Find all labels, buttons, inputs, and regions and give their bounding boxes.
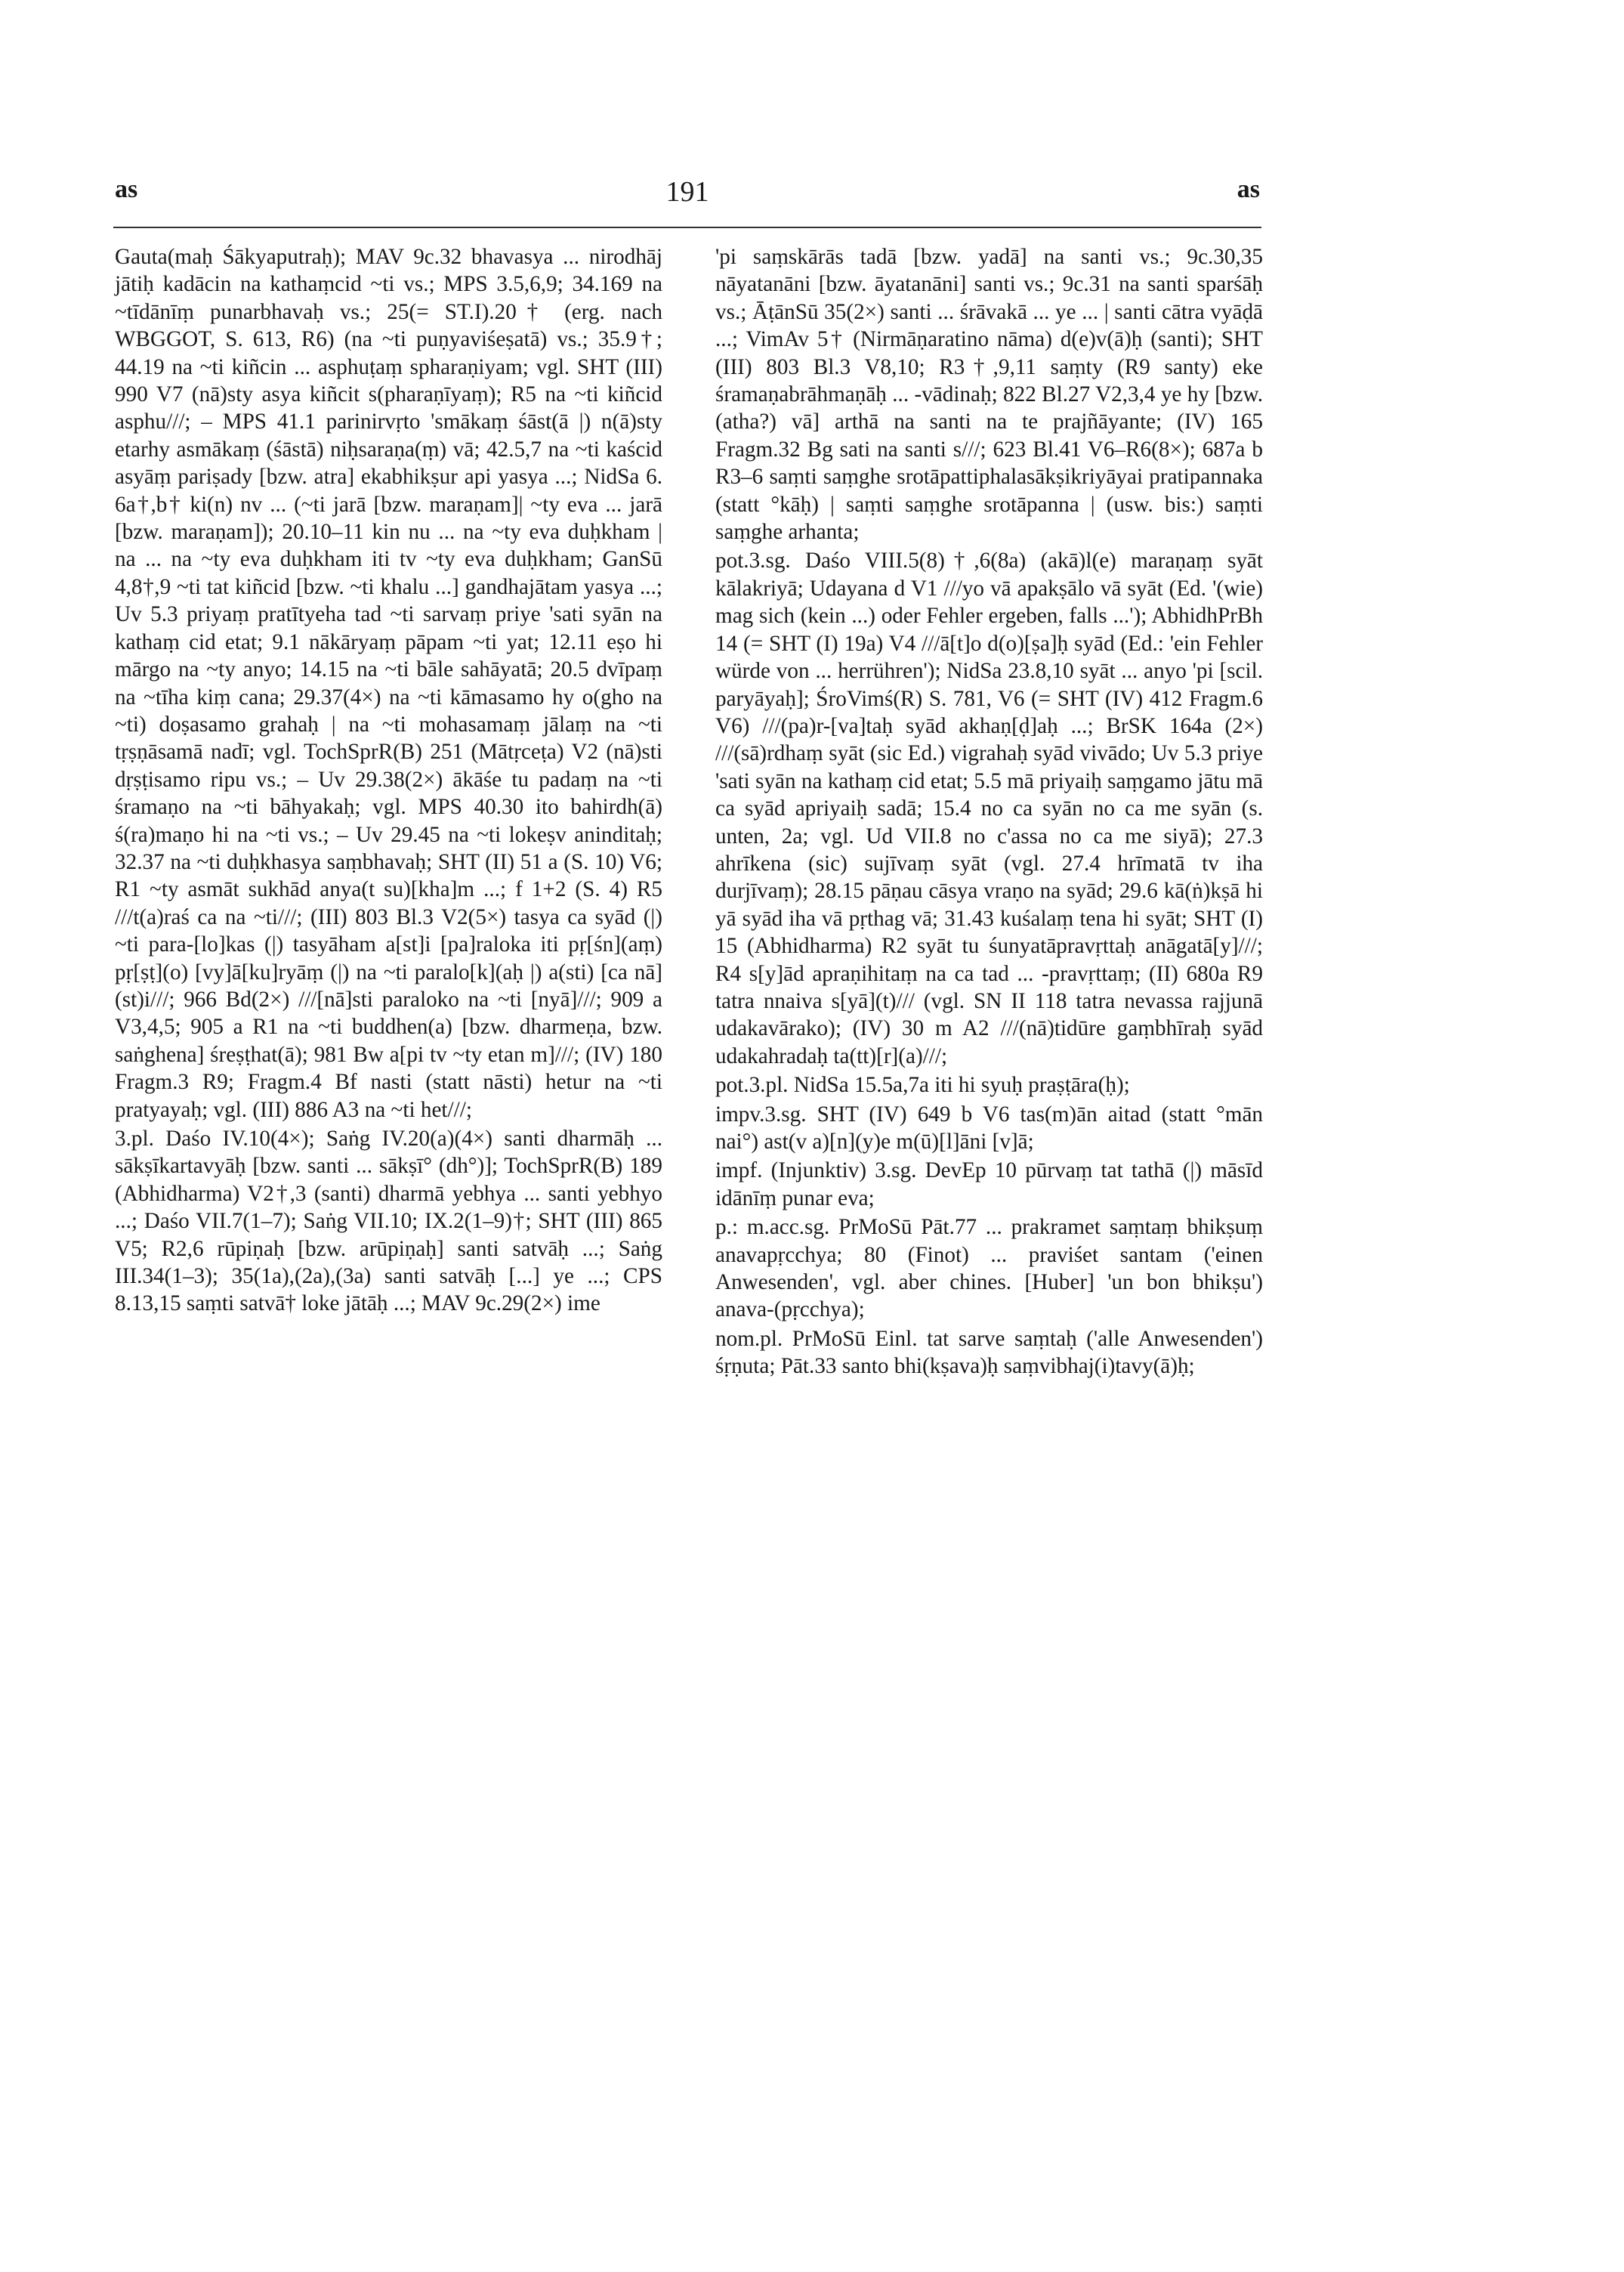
entry-paragraph: impv.3.sg. SHT (IV) 649 b V6 tas(m)ān aitad (statt °mān nai°) ast(v a)[n](y)e m(ū)[l]āni [v]ā;	[715, 1102, 1263, 1154]
entry-paragraph: 'pi saṃskārās tadā [bzw. yadā] na santi vs.; 9c.30,35 nāyatanāni [bzw. āyatanāni] santi vs.; 9c.31 na santi sparśāḥ vs.; ĀṭānSū 35(2×) santi ... śrāvakā ... ye ... | santi cātra vyāḍā ...; VimAv 5† (Nirmāṇaratino nāma) d(e)v(ā)ḥ (santi); SHT (III) 803 Bl.3 V8,10; R3†,9,11 saṃty (R9 santy) eke śramaṇabrāhmaṇāḥ ... -vādinaḥ; 822 Bl.27 V2,3,4 ye hy [bzw. (atha?) vā] arthā na santi na te prajñāyante; (IV) 165 Fragm.32 Bg sati na santi s///; 623 Bl.41 V6–R6(8×); 687a b R3–6 saṃti saṃghe srotāpattiphalasākṣikriyāyai pratipannaka (statt °kāḥ) | saṃti saṃghe srotāpanna | (usw. bis:) saṃti saṃghe arhanta;	[715, 245, 1263, 545]
entry-paragraph: nom.pl. PrMoSū Einl. tat sarve saṃtaḥ ('alle Anwesenden') śṛṇuta; Pāt.33 santo bhi(kṣava)ḥ saṃvibhaj(i)tavy(ā)ḥ;	[715, 1326, 1263, 1379]
entry-paragraph: 3.pl. Daśo IV.10(4×); Saṅg IV.20(a)(4×) santi dharmāḥ ... sākṣīkartavyāḥ [bzw. santi ... sākṣī° (dh°)]; TochSprR(B) 189 (Abhidharma) V2†,3 (santi) dharmā yebhya ... santi yebhyo ...; Daśo VII.7(1–7); Saṅg VII.10; IX.2(1–9)†; SHT (III) 865 V5; R2,6 rūpiṇaḥ [bzw. arūpiṇaḥ] santi satvāḥ ...; Saṅg III.34(1–3); 35(1a),(2a),(3a) santi satvāḥ [...] ye ...; CPS 8.13,15 saṃti satvā† loke jātāḥ ...; MAV 9c.29(2×) ime	[115, 1127, 662, 1316]
entry-paragraph: impf. (Injunktiv) 3.sg. DevEp 10 pūrvaṃ tat tathā (|) māsīd idānīṃ punar eva;	[715, 1158, 1263, 1210]
entry-paragraph: pot.3.pl. NidSa 15.5a,7a iti hi syuḥ praṣṭāra(ḥ);	[715, 1073, 1130, 1098]
header-rule	[113, 227, 1261, 228]
left-column	[115, 243, 662, 1318]
entry-paragraph: pot.3.sg. Daśo VIII.5(8)†,6(8a) (akā)l(e) maraṇaṃ syāt kālakriyā; Udayana d V1 ///yo vā apakṣālo vā syāt (Ed. '(wie) mag sich (kein ...) oder Fehler ergeben, falls ...'); AbhidhPrBh 14 (= SHT (I) 19a) V4 ///ā[t]o d(o)[ṣa]ḥ syād (Ed.: 'ein Fehler würde von ... herrühren'); NidSa 23.8,10 syāt ... anyo 'pi [scil. paryāyaḥ]; ŚroVimś(R) S. 781, V6 (= SHT (IV) 412 Fragm.6 V6) ///(pa)r-[va]taḥ syād akhaṇ[ḍ]aḥ ...; BrSK 164a (2×) ///(sā)rdhaṃ syāt (sic Ed.) vigrahaḥ syād vivādo; Uv 5.3 priye 'sati syān na kathaṃ cid etat; 5.5 mā priyaiḥ saṃgamo jātu mā ca syād apriyaiḥ sadā; 15.4 no ca syān no ca me syān (s. unten, 2a; vgl. Ud VII.8 no c'assa no ca me siyā); 27.3 ahrīkena (sic) sujīvaṃ syāt (vgl. 27.4 hrīmatā tv iha durjīvaṃ); 28.15 pāṇau cāsya vraṇo na syād; 29.6 kā(ṅ)kṣā hi yā syād iha vā pṛthag vā; 31.43 kuśalaṃ tena hi syāt; SHT (I) 15 (Abhidharma) R2 syāt tu śunyatāpravṛttaḥ anāgatā[y]///; R4 s[y]ād apraṇihitaṃ na ca tad ... -pravṛttaṃ; (II) 680a R9 tatra nnaiva s[yā](t)/// (vgl. SN II 118 tatra nevassa rajjunā udakavārako); (IV) 30 m A2 ///(nā)tidūre gaṃbhīraḥ syād udakahradaḥ ta(tt)[r](a)///;	[715, 549, 1264, 1068]
right-column	[715, 243, 1263, 1380]
page-number: 191	[665, 176, 709, 208]
header-right-word: as	[1237, 175, 1260, 203]
entry-paragraph: p.: m.acc.sg. PrMoSū Pāt.77 ... prakramet saṃtaṃ bhikṣuṃ anavapṛcchya; 80 (Finot) ... praviśet santam ('einen Anwesenden', vgl. aber chines. [Huber] 'un bon bhikṣu') anava-(pṛcchya);	[715, 1215, 1263, 1322]
entry-paragraph: Gauta(maḥ Śākyaputraḥ); MAV 9c.32 bhavasya ... nirodhāj jātiḥ kadācin na kathaṃcid ~ti vs.; MPS 3.5,6,9; 34.169 na ~tīdānīṃ punarbhavaḥ vs.; 25(= ST.I).20† (erg. nach WBGGOT, S. 613, R6) (na ~ti puṇyaviśeṣatā) vs.; 35.9†; 44.19 na ~ti kiñcin ... asphuṭaṃ spharaṇiyam; vgl. SHT (III) 990 V7 (nā)sty asya kiñcit s(pharaṇīyaṃ); R5 na ~ti kiñcid asphu///; – MPS 41.1 parinirvṛto 'smākaṃ śāst(ā |) n(ā)sty etarhy asmākaṃ (śāstā) niḥsaraṇa(ṃ) vā; 42.5,7 na ~ti kaścid asyāṃ pariṣady [bzw. atra] ekabhikṣur api yasya ...; NidSa 6. 6a†,b† ki(n) nv ... (~ti jarā [bzw. maraṇam]| ~ty eva ... jarā [bzw. maraṇam]); 20.10–11 kin nu ... na ~ty eva duḥkham | na ... na ~ty eva duḥkham iti tv ~ty eva duḥkham; GanSū 4,8†,9 ~ti tat kiñcid [bzw. ~ti khalu ...] gandhajātam yasya ...; Uv 5.3 priyaṃ pratītyeha tad ~ti sarvaṃ priye 'sati syān na kathaṃ cid etat; 9.1 nākāryaṃ pāpam ~ti yat; 12.11 eṣo hi mārgo na ~ty anyo; 14.15 na ~ti bāle sahāyatā; 20.5 dvīpaṃ na ~tīha kiṃ cana; 29.37(4×) na ~ti kāmasamo hy o(gho na ~ti) doṣasamo grahaḥ | na ~ti mohasamaṃ jālaṃ na ~ti tṛṣṇāsamā nadī; vgl. TochSprR(B) 251 (Mātṛceṭa) V2 (nā)sti dṛṣṭisamo ripu vs.; – Uv 29.38(2×) ākāśe tu padaṃ na ~ti śramaṇo na ~ti bāhyakaḥ; vgl. MPS 40.30 ito bahirdh(ā) ś(ra)maṇo hi na ~ti vs.; – Uv 29.45 na ~ti lokeṣv aninditaḥ; 32.37 na ~ti duḥkhasya saṃbhavaḥ; SHT (II) 51 a (S. 10) V6; R1 ~ty asmāt sukhād anya(t su)[kha]m ...; f 1+2 (S. 4) R5 ///t(a)raś ca na ~ti///; (III) 803 Bl.3 V2(5×) tasya ca syād (|) ~ti para-[lo]kas (|) tasyāham a[st]i [pa]raloka iti pṛ[śn](aṃ) pṛ[ṣṭ](o) [vy]ā[ku]ryāṃ (|) na ~ti paralo[k](aḥ |) a(sti) [ca nā](st)i///; 966 Bd(2×) ///[nā]sti paraloko na ~ti [nyā]///; 909 a V3,4,5; 905 a R1 na ~ti buddhen(a) [bzw. dharmeṇa, bzw. saṅghena] śreṣṭhat(ā); 981 Bw a[pi tv ~ty etan m]///; (IV) 180 Fragm.3 R9; Fragm.4 Bf nasti (statt nāsti) hetur na ~ti pratyayaḥ; vgl. (III) 886 A3 na ~ti het///;	[115, 245, 662, 1122]
page-header	[115, 175, 1260, 215]
header-left-word: as	[115, 175, 138, 203]
